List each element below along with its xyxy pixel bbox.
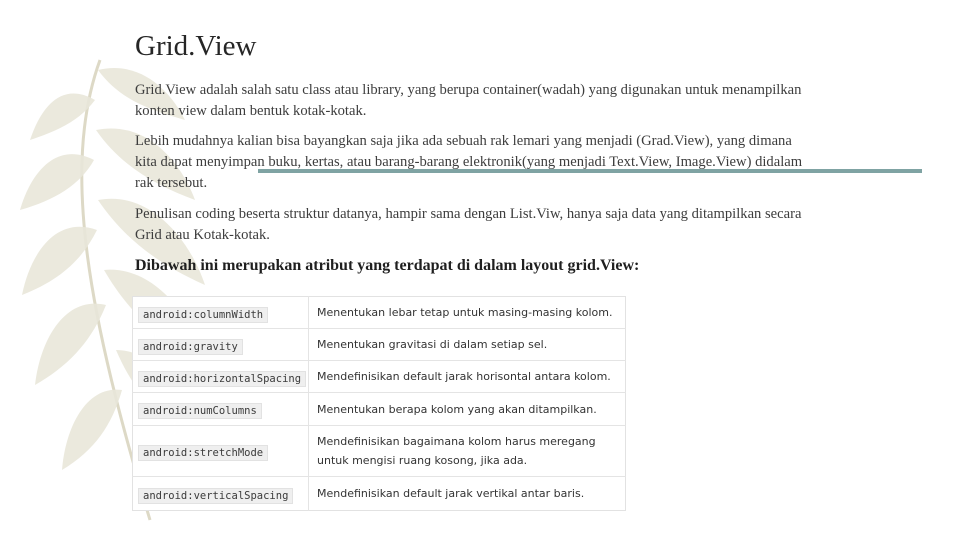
table-row [133, 477, 626, 511]
table-row [133, 297, 626, 329]
table-row [133, 426, 626, 477]
attribute-name: android:verticalSpacing [138, 488, 293, 504]
attribute-description: Menentukan berapa kolom yang akan ditampilkan. [317, 402, 597, 416]
page-title: Grid.View [135, 30, 257, 62]
table-row [133, 361, 626, 393]
attribute-description: Mendefinisikan bagaimana kolom harus meregang untuk mengisi ruang kosong, jika ada. [317, 435, 596, 467]
attribute-name: android:columnWidth [138, 307, 268, 323]
attribute-description: Mendefinisikan default jarak vertikal antar baris. [317, 487, 585, 500]
coding-paragraph: Penulisan coding beserta struktur datanya, hampir sama dengan List.Viw, hanya saja data yang ditampilkan secara Grid atau Kotak-kotak. [135, 206, 802, 243]
attribute-description: Menentukan gravitasi di dalam setiap sel. [317, 338, 548, 351]
attribute-name: android:numColumns [138, 403, 262, 419]
attribute-name: android:gravity [138, 339, 243, 355]
attribute-name: android:horizontalSpacing [138, 371, 306, 387]
attribute-description: Mendefinisikan default jarak horisontal antara kolom. [317, 370, 611, 383]
table-row [133, 329, 626, 361]
table-row [133, 393, 626, 426]
attributes-table [132, 296, 626, 511]
attributes-heading: Dibawah ini merupakan atribut yang terdapat di dalam layout grid.View: [135, 257, 640, 274]
attribute-name: android:stretchMode [138, 445, 268, 461]
analogy-paragraph: Lebih mudahnya kalian bisa bayangkan saja jika ada sebuah rak lemari yang menjadi (Grad.View), yang dimana kita dapat menyimpan buku, kertas, atau barang-barang elektronik(yang menjadi Text.View, Image.View) didalam rak tersebut. [135, 133, 803, 191]
attribute-description: Menentukan lebar tetap untuk masing-masing kolom. [317, 306, 613, 319]
intro-paragraph: Grid.View adalah salah satu class atau library, yang berupa container(wadah) yang digunakan untuk menampilkan konten view dalam bentuk kotak-kotak. [135, 82, 802, 119]
